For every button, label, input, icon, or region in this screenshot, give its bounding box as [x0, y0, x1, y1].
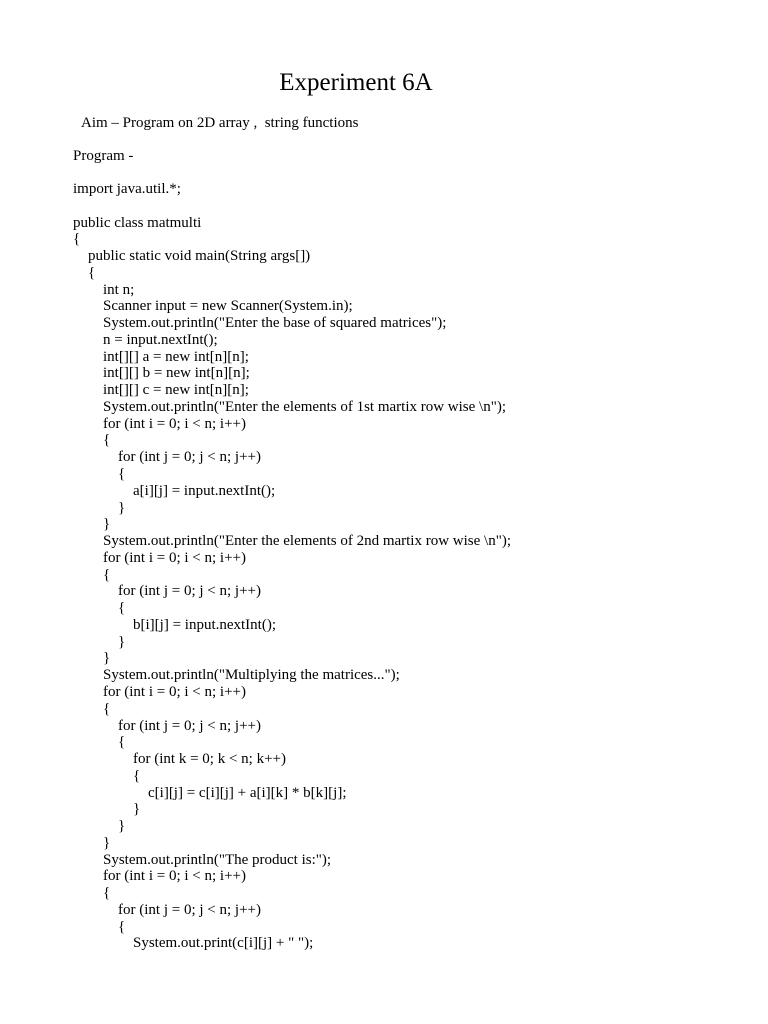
code-line: for (int j = 0; j < n; j++) [73, 583, 261, 600]
code-line: int[][] c = new int[n][n]; [73, 382, 249, 399]
code-line: { [73, 466, 126, 483]
code-line: Scanner input = new Scanner(System.in); [73, 298, 353, 315]
program-label: Program - [73, 148, 134, 164]
code-line: System.out.println("The product is:"); [73, 851, 332, 868]
code-line: System.out.print(c[i][j] + " "); [73, 935, 314, 952]
code-line: { [73, 432, 111, 449]
code-line [73, 198, 511, 215]
code-line: int[][] a = new int[n][n]; [73, 348, 249, 365]
code-line: for (int k = 0; k < n; k++) [73, 751, 286, 768]
code-block [73, 181, 511, 952]
code-line: { [73, 600, 126, 617]
code-line: int n; [73, 281, 135, 298]
code-line: { [73, 566, 111, 583]
code-line: for (int j = 0; j < n; j++) [73, 717, 261, 734]
code-line: System.out.println("Multiplying the matrices..."); [73, 667, 400, 684]
code-line: } [73, 834, 111, 851]
code-line: for (int i = 0; i < n; i++) [73, 415, 246, 432]
code-line: for (int j = 0; j < n; j++) [73, 901, 261, 918]
code-line: } [73, 516, 111, 533]
code-line: } [73, 633, 126, 650]
code-line: n = input.nextInt(); [73, 331, 218, 348]
code-line: { [73, 231, 81, 248]
code-line: } [73, 650, 111, 667]
aim-text: Aim – Program on 2D array , string functions [81, 115, 359, 131]
code-line: int[][] b = new int[n][n]; [73, 365, 250, 382]
code-line: { [73, 734, 126, 751]
code-line: for (int i = 0; i < n; i++) [73, 549, 246, 566]
code-line: System.out.println("Enter the elements of 2nd martix row wise \n"); [73, 533, 512, 550]
code-line: for (int i = 0; i < n; i++) [73, 868, 246, 885]
code-line: for (int j = 0; j < n; j++) [73, 449, 261, 466]
code-line: { [73, 918, 126, 935]
code-line: public static void main(String args[]) [73, 248, 311, 265]
code-line: } [73, 818, 126, 835]
code-line: { [73, 885, 111, 902]
code-line: a[i][j] = input.nextInt(); [73, 482, 276, 499]
code-line: { [73, 767, 141, 784]
code-line: b[i][j] = input.nextInt(); [73, 616, 277, 633]
code-line: } [73, 801, 141, 818]
code-line: public class matmulti [73, 214, 202, 231]
code-line: System.out.println("Enter the elements of 1st martix row wise \n"); [73, 398, 507, 415]
code-line: { [73, 700, 111, 717]
code-line: import java.util.*; [73, 181, 181, 197]
code-line: c[i][j] = c[i][j] + a[i][k] * b[k][j]; [73, 784, 347, 801]
code-line: System.out.println("Enter the base of squared matrices"); [73, 315, 447, 332]
code-line: } [73, 499, 126, 516]
code-line: for (int i = 0; i < n; i++) [73, 683, 246, 700]
document-title: Experiment 6A [279, 69, 433, 96]
code-line: { [73, 264, 96, 281]
